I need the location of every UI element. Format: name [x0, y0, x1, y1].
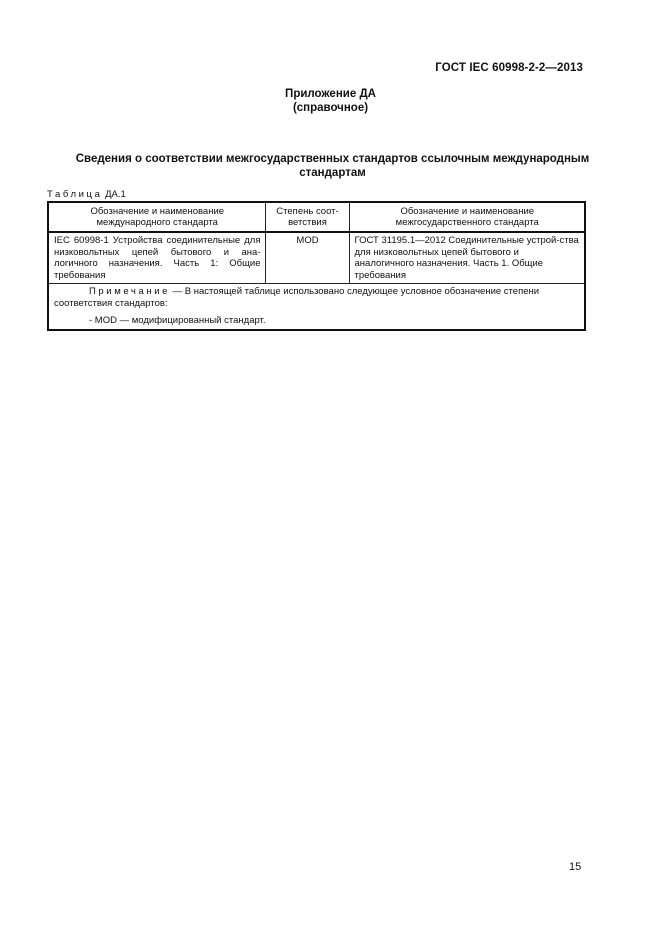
note-text [54, 286, 580, 309]
table-row [48, 232, 585, 284]
note-item: - MOD — модифицированный стандарт. [89, 315, 266, 326]
table-caption-number: ДА.1 [105, 189, 126, 200]
cell-degree: MOD [265, 232, 349, 284]
annex-heading [0, 87, 661, 115]
column-header-international: Обозначение и наименование международного стандарта [48, 202, 265, 232]
column-header-interstate: Обозначение и наименование межгосударственного стандарта [349, 202, 585, 232]
table-caption [47, 189, 126, 200]
document-code: ГОСТ IEC 60998-2-2—2013 [435, 62, 583, 74]
table-note [48, 284, 585, 330]
note-label: Примечание [89, 286, 170, 297]
correspondence-table [47, 201, 586, 331]
annex-subtitle: (справочное) [292, 102, 369, 114]
page-number: 15 [569, 861, 582, 873]
table-note-row [48, 284, 585, 330]
column-header-degree: Степень соот-ветствия [265, 202, 349, 232]
note-body: — В настоящей таблице использовано следующее условное обозначение степени соответствия стандартов: [54, 286, 540, 309]
cell-interstate-standard: ГОСТ 31195.1—2012 Соединительные устрой-ства для низковольтных цепей бытового и аналогичного назначения. Часть 1. Общие требования [349, 232, 585, 284]
cell-international-standard: IEC 60998-1 Устройства соединительные для низковольтных цепей бытового и ана-логичного назначения. Часть 1: Общие требования [48, 232, 265, 284]
table-header-row [48, 202, 585, 232]
section-title: Сведения о соответствии межгосударственных стандартов ссылочным международным стандартам [75, 153, 590, 179]
annex-title: Приложение ДА [285, 88, 376, 100]
table-caption-label: Таблица [47, 189, 103, 200]
